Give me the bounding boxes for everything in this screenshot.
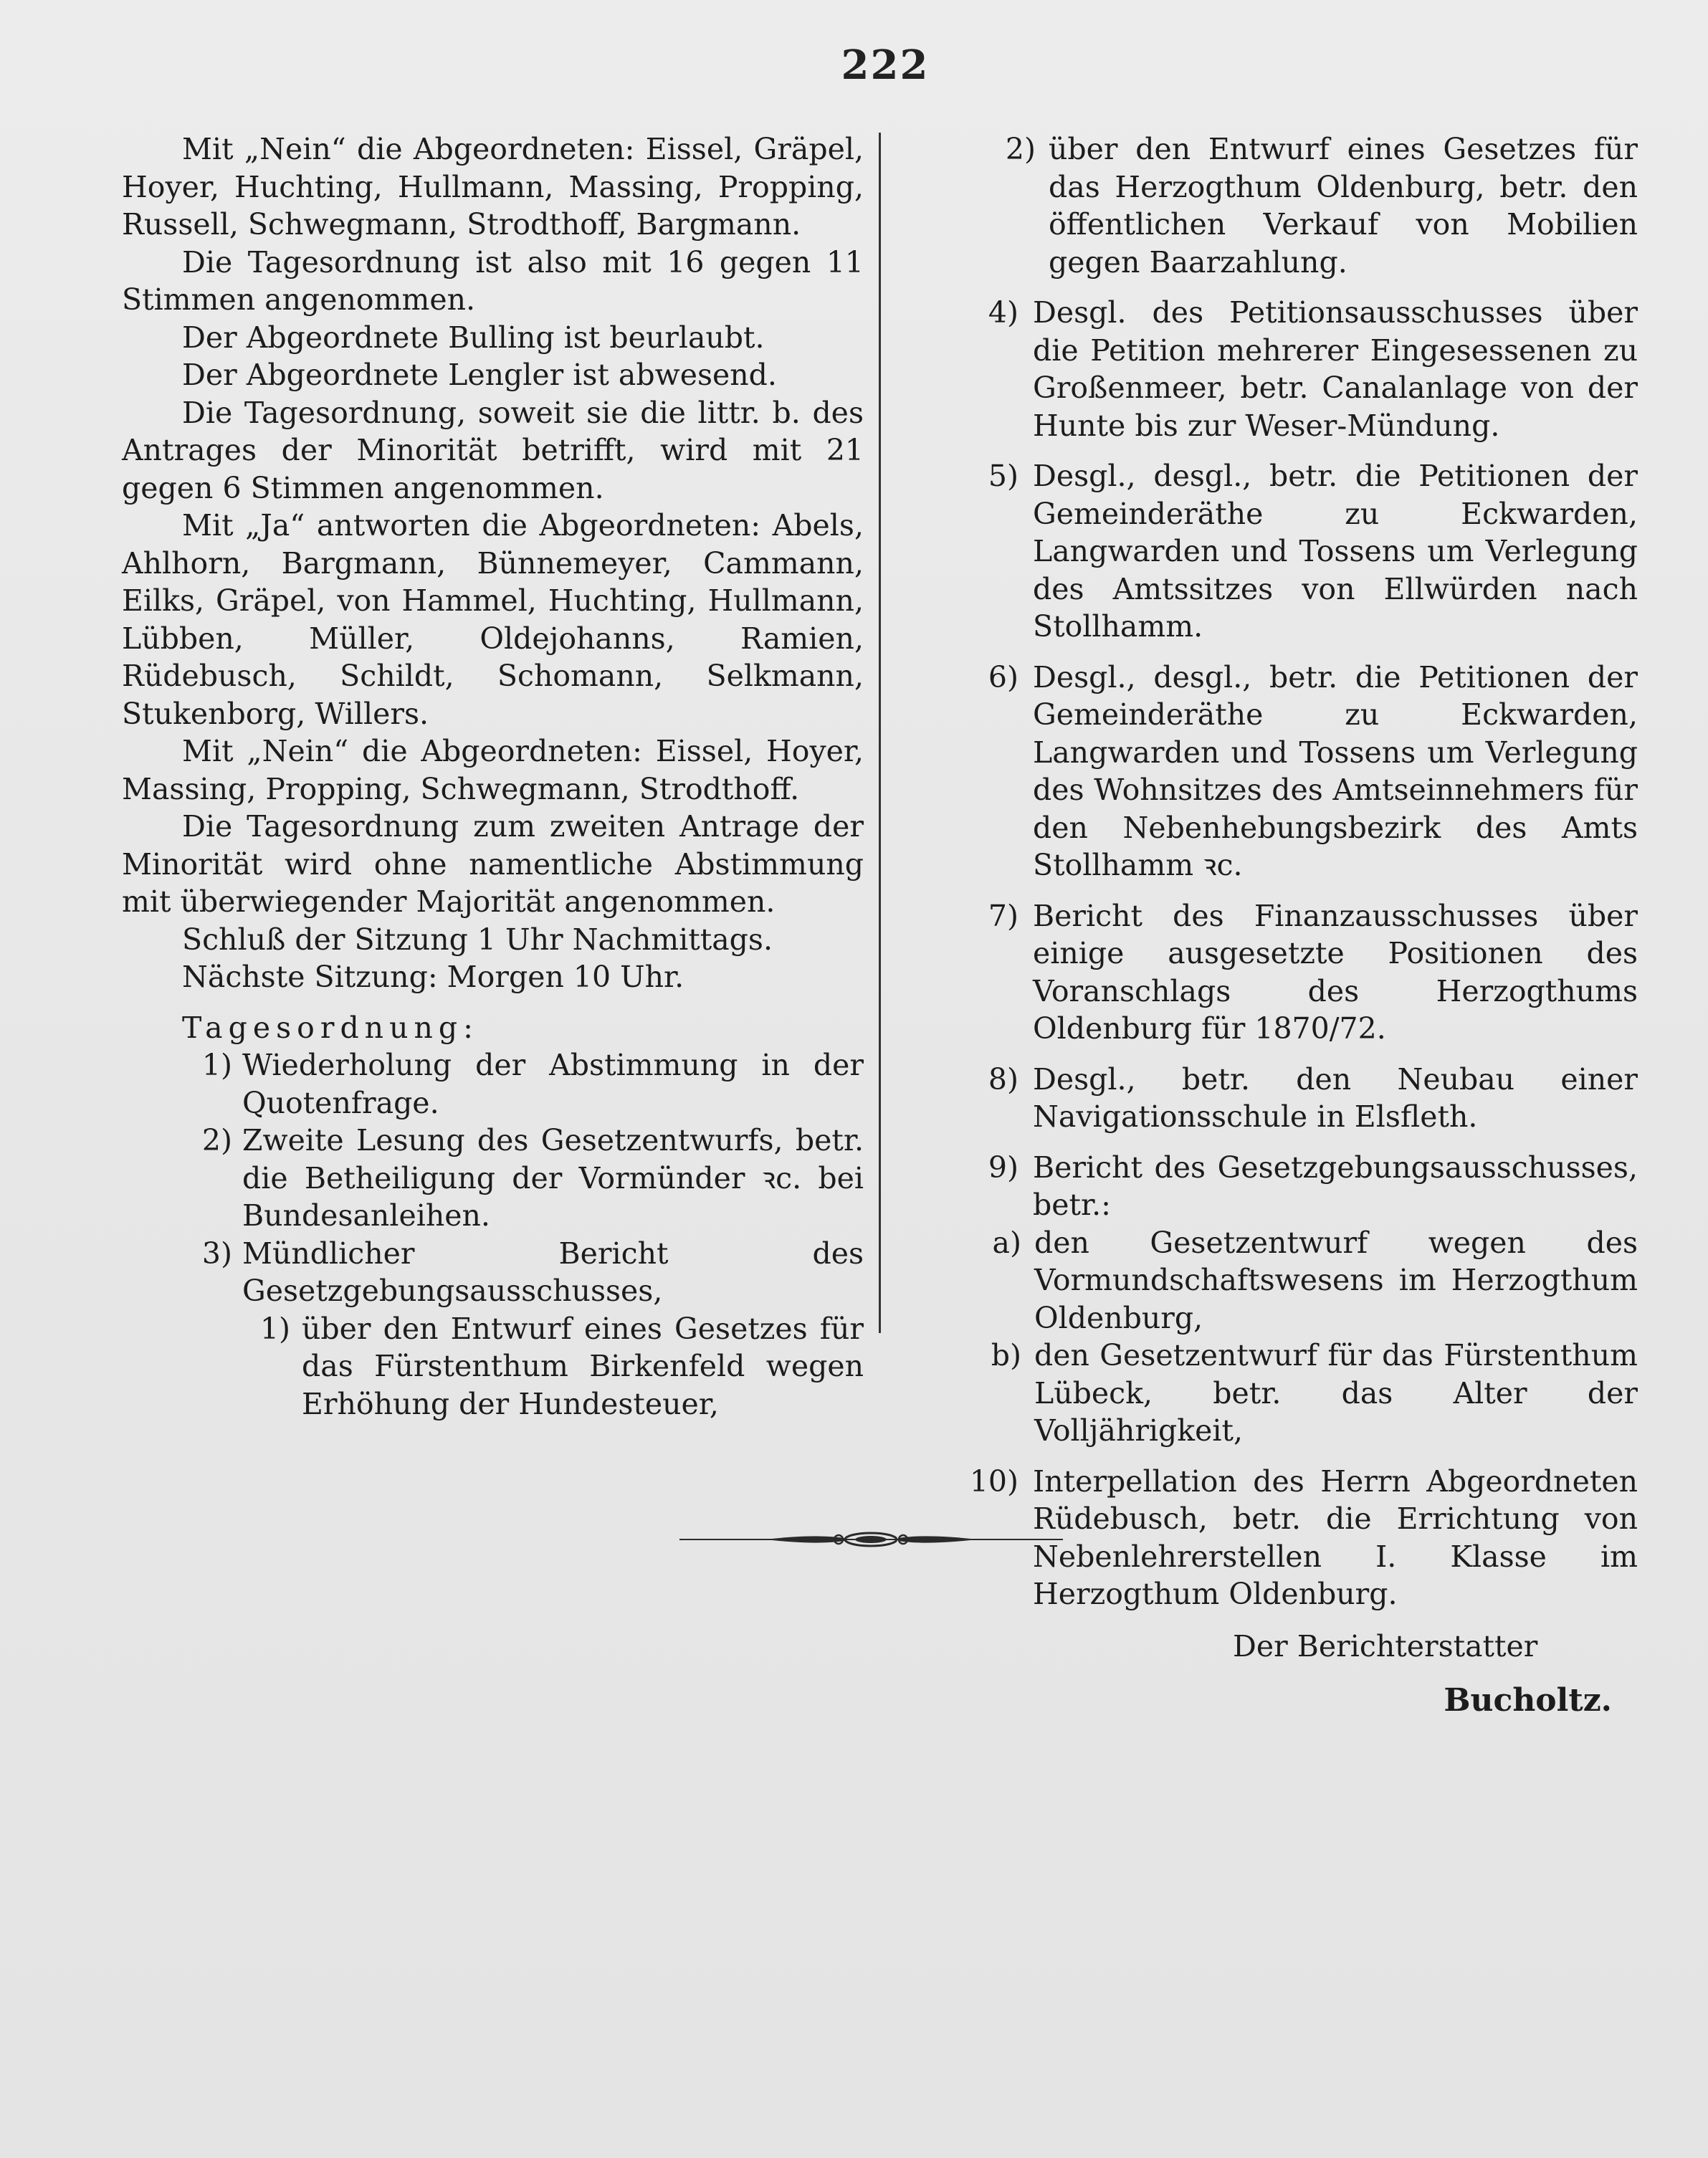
agenda-sub-item xyxy=(950,130,1638,281)
agenda-sub-item-text: über den Entwurf eines Gesetzes für das Fürstenthum Birkenfeld wegen Erhöhung der Hundesteuer, xyxy=(302,1311,864,1421)
agenda-item-number: 9) xyxy=(988,1150,1018,1185)
agenda-sub-item xyxy=(122,1310,864,1423)
agenda-item-number: 4) xyxy=(988,295,1018,330)
agenda-letter-item-label: a) xyxy=(992,1225,1021,1260)
agenda-item xyxy=(122,1122,864,1235)
agenda-item xyxy=(950,659,1638,884)
paragraph-next-session: Nächste Sitzung: Morgen 10 Uhr. xyxy=(182,960,684,994)
agenda-item xyxy=(950,457,1638,646)
agenda-sub-item-text: über den Entwurf eines Gesetzes für das Herzogthum Oldenburg, betr. den öffentlichen Verkauf von Mobilien gegen Baarzahlung. xyxy=(1049,132,1638,280)
agenda-item-text: Desgl., desgl., betr. die Petitionen der Gemeinderäthe zu Eckwarden, Langwarden und Tossens um Verlegung des Amtssitzes von Ellwürden nach Stollhamm. xyxy=(1033,459,1638,644)
agenda-item xyxy=(950,1149,1638,1224)
agenda-letter-item xyxy=(950,1337,1638,1450)
agenda-item-text: Wiederholung der Abstimmung in der Quotenfrage. xyxy=(242,1048,864,1120)
agenda-item-number: 8) xyxy=(988,1061,1018,1097)
agenda-item-number: 2) xyxy=(201,1123,232,1157)
paragraph-absent-1: Der Abgeordnete Bulling ist beurlaubt. xyxy=(182,320,765,355)
agenda-heading: Tagesordnung: xyxy=(182,1010,479,1045)
agenda-item xyxy=(950,897,1638,1048)
agenda-item-text: Interpellation des Herrn Abgeordneten Rüdebusch, betr. die Errichtung von Nebenlehrerstellen I. Klasse im Herzogthum Oldenburg. xyxy=(1033,1464,1638,1611)
agenda-item-text: Mündlicher Bericht des Gesetzgebungsausschusses, xyxy=(242,1236,864,1308)
agenda-item-number: 1) xyxy=(201,1048,232,1082)
agenda-item-number: 5) xyxy=(988,459,1018,493)
signature-name: Bucholtz. xyxy=(1444,1682,1612,1719)
agenda-item xyxy=(950,1061,1638,1136)
left-column xyxy=(122,130,864,1423)
paragraph-nein-vote-1: Mit „Nein“ die Abgeordneten: Eissel, Gräpel, Hoyer, Huchting, Hullmann, Massing, Propping, Russell, Schwegmann, Strodthoff, Bargmann. xyxy=(122,132,864,242)
agenda-item-number: 6) xyxy=(988,659,1018,694)
agenda-item-text: Desgl., betr. den Neubau einer Navigationsschule in Elsfleth. xyxy=(1033,1061,1638,1134)
agenda-item-text: Desgl. des Petitionsausschusses über die Petition mehrerer Eingesessenen zu Großenmeer, betr. Canalanlage von der Hunte bis zur Weser-Mündung. xyxy=(1033,295,1638,443)
right-column xyxy=(950,130,1638,1720)
agenda-item-text: Desgl., desgl., betr. die Petitionen der Gemeinderäthe zu Eckwarden, Langwarden und Tossens um Verlegung des Wohnsitzes des Amtseinnehmers für den Nebenhebungsbezirk des Amts Stollhamm ꝛc. xyxy=(1033,659,1638,882)
agenda-letter-item-label: b) xyxy=(991,1338,1021,1372)
paragraph-absent-2: Der Abgeordnete Lengler ist abwesend. xyxy=(182,358,777,392)
paragraph-result-2: Die Tagesordnung, soweit sie die littr. b. des Antrages der Minorität betrifft, wird mit 21 gegen 6 Stimmen angenommen. xyxy=(122,395,864,505)
agenda-item xyxy=(122,1046,864,1122)
agenda-item-number: 3) xyxy=(201,1236,232,1271)
paragraph-ja-vote: Mit „Ja“ antworten die Abgeordneten: Abels, Ahlhorn, Bargmann, Bünnemeyer, Cammann, Eilks, Gräpel, von Hammel, Huchting, Hullmann, Lübben, Müller, Oldejohanns, Ramien, Rüdebusch, Schildt, Schomann, Selkmann, Stukenborg, Willers. xyxy=(122,508,864,731)
agenda-item-number: 7) xyxy=(988,898,1018,933)
paragraph-nein-vote-2: Mit „Nein“ die Abgeordneten: Eissel, Hoyer, Massing, Propping, Schwegmann, Strodthoff. xyxy=(122,734,864,806)
agenda-item-text: Bericht des Gesetzgebungsausschusses, betr.: xyxy=(1033,1150,1638,1222)
agenda-letter-item xyxy=(950,1224,1638,1337)
page-number: 222 xyxy=(841,42,930,89)
ornament-divider-icon xyxy=(679,1525,1063,1554)
agenda-item-text: Bericht des Finanzausschusses über einige ausgesetzte Positionen des Voranschlags des Herzogthums Oldenburg für 1870/72. xyxy=(1033,898,1638,1046)
signature-label: Der Berichterstatter xyxy=(1233,1628,1538,1663)
agenda-item xyxy=(122,1235,864,1310)
column-divider xyxy=(879,133,881,1333)
paragraph-result-1: Die Tagesordnung ist also mit 16 gegen 11 Stimmen angenommen. xyxy=(122,244,864,317)
agenda-item-number: 10) xyxy=(969,1464,1018,1499)
agenda-letter-item-text: den Gesetzentwurf wegen des Vormundschaftswesens im Herzogthum Oldenburg, xyxy=(1034,1225,1638,1335)
agenda-letter-item-text: den Gesetzentwurf für das Fürstenthum Lübeck, betr. das Alter der Volljährigkeit, xyxy=(1034,1338,1638,1448)
agenda-item-text: Zweite Lesung des Gesetzentwurfs, betr. die Betheiligung der Vormünder ꝛc. bei Bundesanleihen. xyxy=(242,1123,864,1233)
paragraph-result-3: Die Tagesordnung zum zweiten Antrage der Minorität wird ohne namentliche Abstimmung mit überwiegender Majorität angenommen. xyxy=(122,809,864,919)
agenda-item xyxy=(950,294,1638,444)
agenda-sub-item-number: 2) xyxy=(1005,132,1036,166)
agenda-sub-item-number: 1) xyxy=(259,1311,290,1346)
paragraph-session-end: Schluß der Sitzung 1 Uhr Nachmittags. xyxy=(182,922,773,957)
